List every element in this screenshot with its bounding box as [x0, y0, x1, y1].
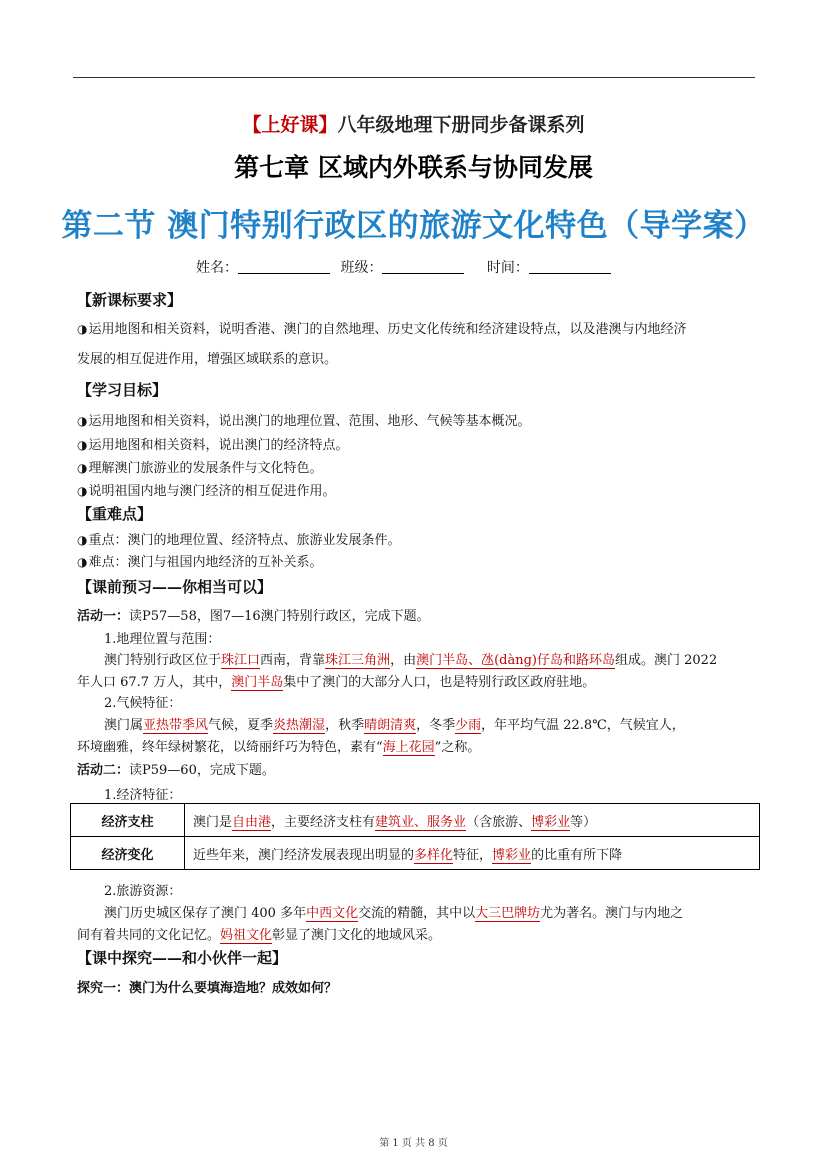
- answer-blank: 澳门半岛、氹(dàng)仔岛和路环岛: [416, 653, 615, 668]
- goal-item: ◑ 运用地图和相关资料，说出澳门的经济特点。: [77, 434, 349, 453]
- explore-heading: 【课中探究——和小伙伴一起】: [77, 949, 288, 967]
- student-info-line: [196, 257, 611, 277]
- goal-item: ◑ 运用地图和相关资料，说出澳门的地理位置、范围、地形、气候等基本概况。: [77, 410, 531, 429]
- answer-blank: 多样化: [414, 847, 454, 863]
- keypoint-item: ◑ 难点：澳门与祖国内地经济的互补关系。: [77, 551, 323, 570]
- subheading-climate: 2.气候特征：: [104, 696, 182, 711]
- answer-blank: 晴朗清爽: [364, 718, 417, 733]
- curriculum-heading: 【新课标要求】: [77, 291, 183, 309]
- curriculum-line-1: ◑ 运用地图和相关资料，说明香港、澳门的自然地理、历史文化传统和经济建设特点，以及港澳与内地经济: [77, 318, 687, 337]
- location-line-2: 年人口 67.7 万人，其中，澳门半岛集中了澳门的大部分人口，也是特别行政区政府驻地。: [77, 675, 596, 690]
- keypoints-heading: 【重难点】: [77, 505, 153, 523]
- activity-2: 活动二：读P59—60，完成下题。: [77, 763, 275, 778]
- table-value-cell: 近些年来，澳门经济发展表现出明显的多样化特征，博彩业的比重有所下降: [185, 837, 760, 870]
- answer-blank: 中西文化: [306, 906, 359, 921]
- preview-heading: 【课前预习——你相当可以】: [77, 578, 273, 596]
- answer-blank: 建筑业、服务业: [375, 814, 467, 830]
- economy-table: [70, 803, 760, 870]
- goal-item: ◑ 理解澳门旅游业的发展条件与文化特色。: [77, 457, 323, 476]
- series-title: [0, 110, 827, 137]
- answer-blank: 大三巴牌坊: [475, 906, 541, 921]
- subheading-tourism: 2.旅游资源：: [104, 884, 182, 899]
- answer-blank: 博彩业: [492, 847, 532, 863]
- answer-blank: 妈祖文化: [220, 928, 273, 943]
- tourism-line-2: 间有着共同的文化记忆。妈祖文化彰显了澳门文化的地域风采。: [77, 928, 442, 943]
- page-number: 第 1 页 共 8 页: [379, 1138, 448, 1149]
- answer-blank: 少雨: [455, 718, 482, 733]
- tourism-line-1: 澳门历史城区保存了澳门 400 多年中西文化交流的精髓，其中以大三巴牌坊尤为著名。澳门与内地之: [104, 906, 684, 921]
- table-row: [71, 837, 760, 870]
- location-line-1: 澳门特别行政区位于珠江口西南，背靠珠江三角洲，由澳门半岛、氹(dàng)仔岛和路环岛组成。澳门 2022: [104, 653, 718, 668]
- name-label: 姓名：: [196, 260, 238, 276]
- name-blank[interactable]: [238, 259, 330, 274]
- table-key-cell: 经济支柱: [71, 804, 185, 837]
- answer-blank: 海上花园: [382, 740, 435, 755]
- goal-item: ◑ 说明祖国内地与澳门经济的相互促进作用。: [77, 480, 336, 499]
- time-blank[interactable]: [529, 259, 611, 274]
- climate-line-2: 环境幽雅，终年绿树繁花，以绮丽纤巧为特色，素有“海上花园”之称。: [77, 740, 481, 755]
- class-blank[interactable]: [382, 259, 464, 274]
- chapter-title: 第七章 区域内外联系与协同发展: [234, 153, 593, 182]
- answer-blank: 炎热潮湿: [273, 718, 326, 733]
- goals-heading: 【学习目标】: [77, 381, 168, 399]
- answer-blank: 亚热带季风: [143, 718, 209, 733]
- table-row: [71, 804, 760, 837]
- answer-blank: 博彩业: [531, 814, 571, 830]
- table-value-cell: 澳门是自由港，主要经济支柱有建筑业、服务业（含旅游、博彩业等）: [185, 804, 760, 837]
- climate-line-1: 澳门属亚热带季风气候，夏季炎热潮湿，秋季晴朗清爽，冬季少雨，年平均气温 22.8℃，气候宜人，: [104, 718, 685, 733]
- activity-1: 活动一：读P57—58，图7—16澳门特别行政区，完成下题。: [77, 609, 430, 624]
- answer-blank: 澳门半岛: [231, 675, 284, 690]
- class-label: 班级：: [340, 260, 383, 276]
- answer-blank: 珠江口: [221, 653, 261, 668]
- explore-question-1: 探究一：澳门为什么要填海造地？成效如何？: [77, 981, 338, 996]
- header-rule: [73, 77, 755, 78]
- series-bracket: 【上好课】: [242, 114, 338, 136]
- subheading-economy: 1.经济特征：: [104, 788, 182, 803]
- table-key-cell: 经济变化: [71, 837, 185, 870]
- subheading-location: 1.地理位置与范围：: [104, 632, 221, 647]
- time-label: 时间：: [486, 260, 529, 276]
- keypoint-item: ◑ 重点：澳门的地理位置、经济特点、旅游业发展条件。: [77, 529, 401, 548]
- curriculum-line-2: 发展的相互促进作用，增强区域联系的意识。: [77, 352, 338, 367]
- answer-blank: 珠江三角洲: [325, 653, 391, 668]
- answer-blank: 自由港: [232, 814, 272, 830]
- series-name: 八年级地理下册同步备课系列: [337, 114, 585, 136]
- section-title: 第二节 澳门特别行政区的旅游文化特色（导学案）: [61, 208, 766, 244]
